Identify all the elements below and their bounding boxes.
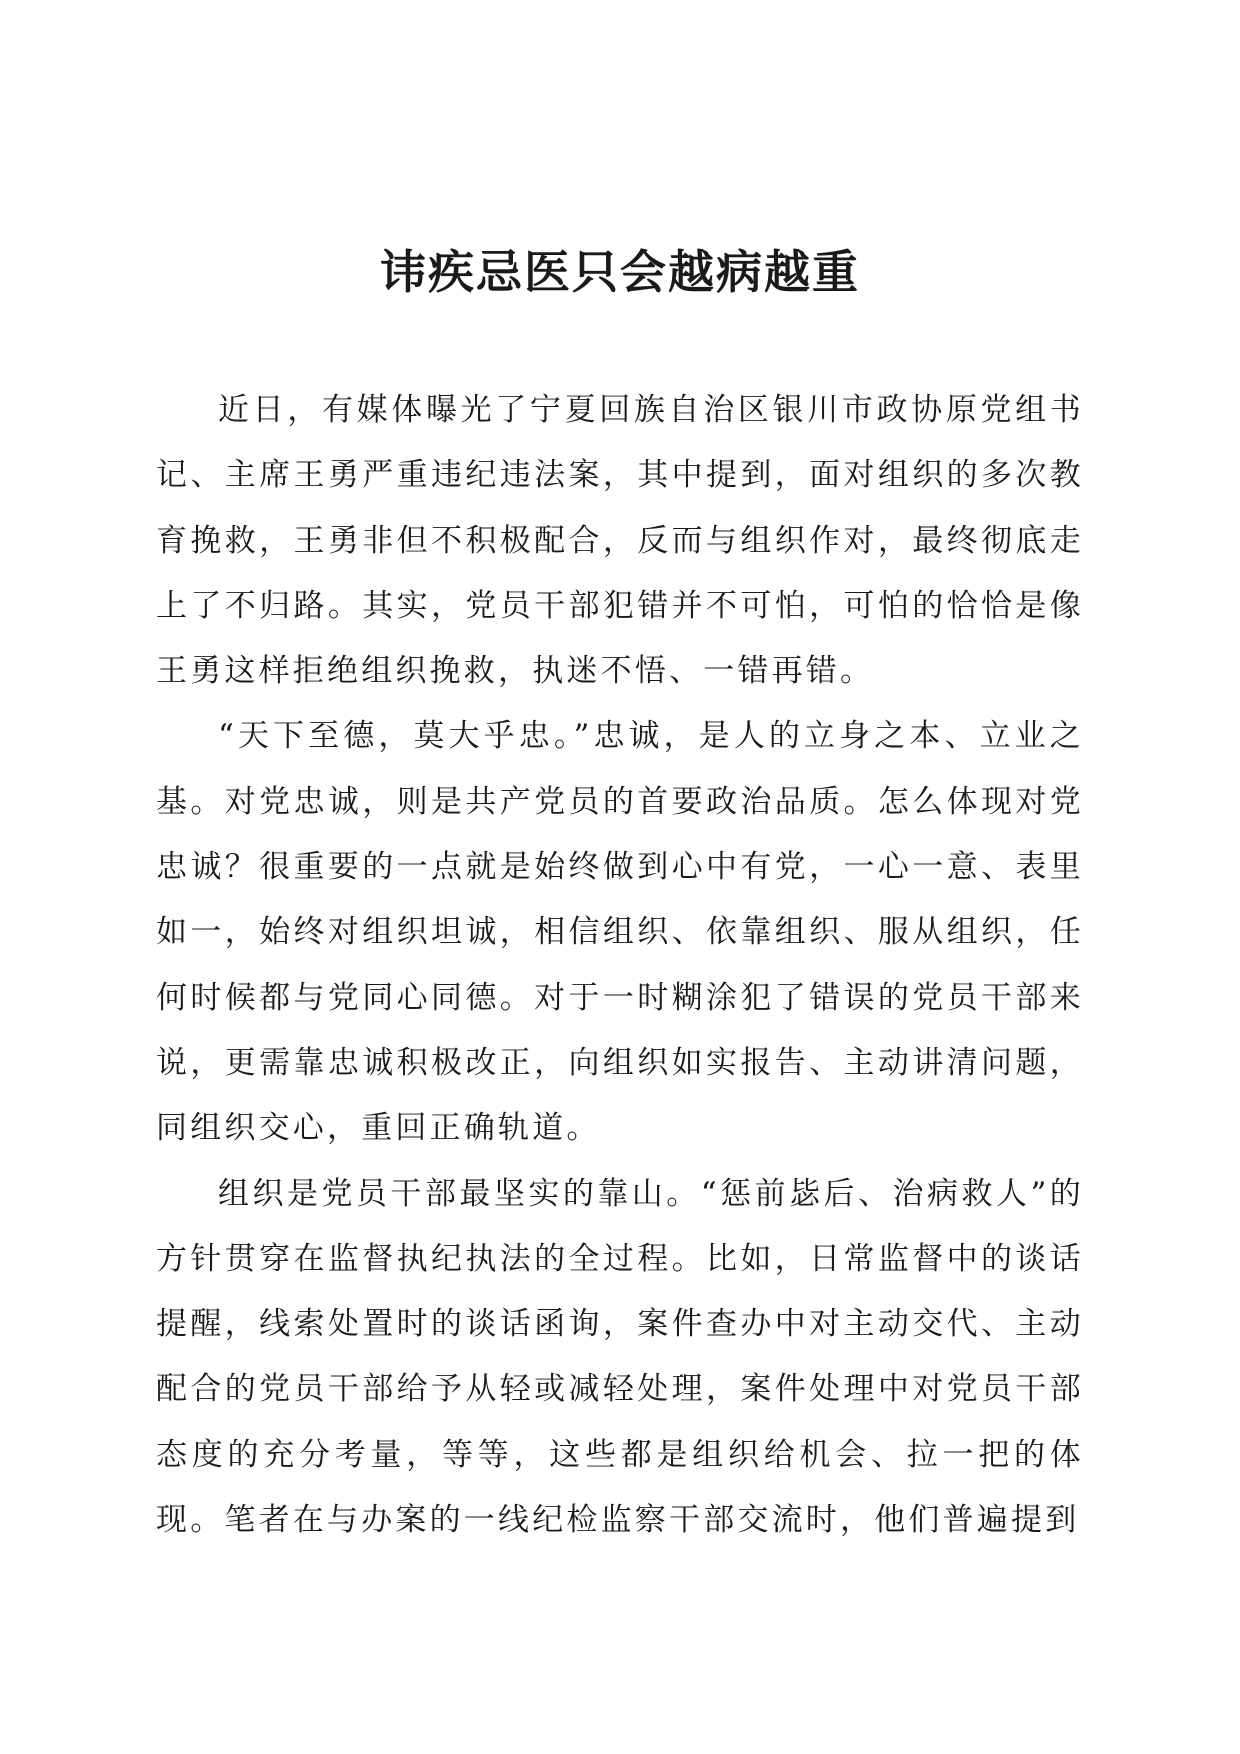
paragraph-1: 近日，有媒体曝光了宁夏回族自治区银川市政协原党组书记、主席王勇严重违纪违法案，其中提到，面对组织的多次教育挽救，王勇非但不积极配合，反而与组织作对，最终彻底走上了不归路。其实，党员干部犯错并不可怕，可怕的恰恰是像王勇这样拒绝组织挽救，执迷不悟、一错再错。 [156, 392, 1084, 690]
article-title: 讳疾忌医只会越病越重 [380, 245, 860, 299]
article-body [156, 378, 1084, 1553]
paragraph-2: “天下至德，莫大乎忠。”忠诚，是人的立身之本、立业之基。对党忠诚，则是共产党员的首要政治品质。怎么体现对党忠诚？很重要的一点就是始终做到心中有党，一心一意、表里如一，始终对组织坦诚，相信组织、依靠组织、服从组织，任何时候都与党同心同德。对于一时糊涂犯了错误的党员干部来说，更需靠忠诚积极改正，向组织如实报告、主动讲清问题，同组织交心，重回正确轨道。 [156, 718, 1084, 1147]
paragraph-3: 组织是党员干部最坚实的靠山。“惩前毖后、治病救人”的方针贯穿在监督执纪执法的全过程。比如，日常监督中的谈话提醒，线索处置时的谈话函询，案件查办中对主动交代、主动配合的党员干部给予从轻或减轻处理，案件处理中对党员干部态度的充分考量，等等，这些都是组织给机会、拉一把的体现。笔者在与办案的一线纪检监察干部交流时，他们普遍提到 [156, 1175, 1084, 1539]
